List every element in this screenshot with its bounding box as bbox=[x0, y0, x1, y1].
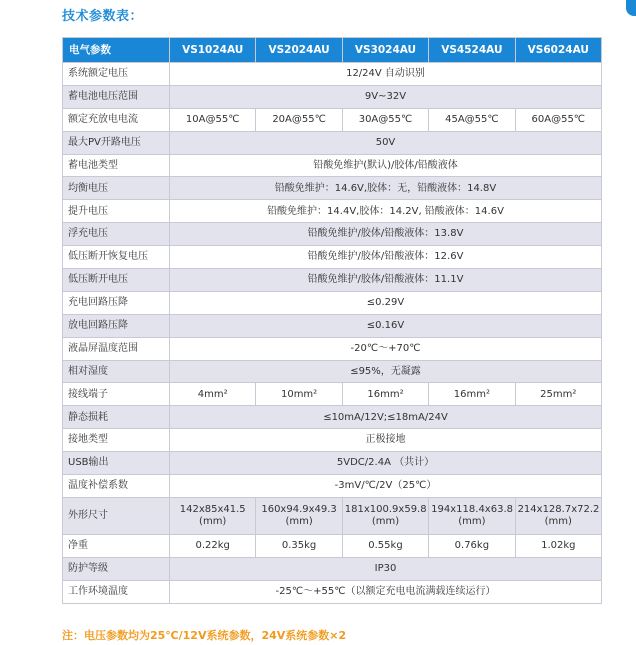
table-row bbox=[63, 63, 602, 86]
table-row bbox=[63, 383, 602, 406]
row-value-line: (mm) bbox=[458, 515, 486, 527]
table-row bbox=[63, 177, 602, 200]
row-value bbox=[342, 497, 428, 534]
table-row bbox=[63, 406, 602, 429]
row-value: 30A@55℃ bbox=[342, 108, 428, 131]
table-row bbox=[63, 337, 602, 360]
row-value bbox=[170, 497, 256, 534]
row-label: 低压断开恢复电压 bbox=[63, 246, 170, 269]
row-label: 充电回路压降 bbox=[63, 291, 170, 314]
table-row bbox=[63, 131, 602, 154]
row-value: -3mV/℃/2V（25℃） bbox=[170, 475, 602, 498]
row-label: 防护等级 bbox=[63, 557, 170, 580]
row-label: 工作环境温度 bbox=[63, 580, 170, 603]
row-label: 蓄电池类型 bbox=[63, 154, 170, 177]
row-value bbox=[429, 497, 515, 534]
row-value: 4mm² bbox=[170, 383, 256, 406]
table-header-row bbox=[63, 38, 602, 63]
row-value: 10A@55℃ bbox=[170, 108, 256, 131]
header-model: VS4524AU bbox=[429, 38, 515, 63]
row-label: 接地类型 bbox=[63, 429, 170, 452]
row-value: 0.35kg bbox=[256, 534, 342, 557]
row-value: 20A@55℃ bbox=[256, 108, 342, 131]
table-row bbox=[63, 246, 602, 269]
row-value bbox=[515, 497, 601, 534]
row-label: 最大PV开路电压 bbox=[63, 131, 170, 154]
row-value-line: (mm) bbox=[544, 515, 572, 527]
row-value: 铅酸免维护/胶体/铅酸液体：11.1V bbox=[170, 269, 602, 292]
row-value: 50V bbox=[170, 131, 602, 154]
row-value: ≤0.29V bbox=[170, 291, 602, 314]
row-label: 均衡电压 bbox=[63, 177, 170, 200]
row-value-line: 181x100.9x59.8 bbox=[344, 504, 427, 516]
row-value: ≤95%，无凝露 bbox=[170, 360, 602, 383]
row-label: 相对湿度 bbox=[63, 360, 170, 383]
row-value: 25mm² bbox=[515, 383, 601, 406]
row-value-line: (mm) bbox=[371, 515, 400, 527]
row-value: ≤10mA/12V;≤18mA/24V bbox=[170, 406, 602, 429]
row-value: 9V~32V bbox=[170, 85, 602, 108]
table-row bbox=[63, 534, 602, 557]
row-value: 铅酸免维护(默认)/胶体/铅酸液体 bbox=[170, 154, 602, 177]
table-row bbox=[63, 314, 602, 337]
row-value: 铅酸免维护：14.4V,胶体：14.2V, 铅酸液体：14.6V bbox=[170, 200, 602, 223]
header-model: VS1024AU bbox=[170, 38, 256, 63]
row-value: 16mm² bbox=[342, 383, 428, 406]
row-value: -20℃～+70℃ bbox=[170, 337, 602, 360]
row-value: IP30 bbox=[170, 557, 602, 580]
row-value: 铅酸免维护：14.6V,胶体：无，铅酸液体：14.8V bbox=[170, 177, 602, 200]
row-value-line: 194x118.4x63.8 bbox=[431, 504, 513, 516]
table-row bbox=[63, 497, 602, 534]
row-value: 45A@55℃ bbox=[429, 108, 515, 131]
table-row bbox=[63, 223, 602, 246]
row-label: 外形尺寸 bbox=[63, 497, 170, 534]
row-label: 液晶屏温度范围 bbox=[63, 337, 170, 360]
table-row bbox=[63, 291, 602, 314]
row-value: 1.02kg bbox=[515, 534, 601, 557]
row-value: 0.76kg bbox=[429, 534, 515, 557]
header-model: VS3024AU bbox=[342, 38, 428, 63]
spec-table bbox=[62, 37, 602, 604]
table-row bbox=[63, 360, 602, 383]
table-row bbox=[63, 557, 602, 580]
row-label: 蓄电池电压范围 bbox=[63, 85, 170, 108]
row-label: 系统额定电压 bbox=[63, 63, 170, 86]
row-value bbox=[256, 497, 342, 534]
row-value: 铅酸免维护/胶体/铅酸液体：12.6V bbox=[170, 246, 602, 269]
row-value-line: (mm) bbox=[199, 515, 227, 527]
row-label: 提升电压 bbox=[63, 200, 170, 223]
table-row bbox=[63, 269, 602, 292]
row-value: 10mm² bbox=[256, 383, 342, 406]
table-row bbox=[63, 200, 602, 223]
table-row bbox=[63, 429, 602, 452]
row-label: 浮充电压 bbox=[63, 223, 170, 246]
page-title: 技术参数表： bbox=[62, 9, 144, 24]
row-value: 正极接地 bbox=[170, 429, 602, 452]
table-row bbox=[63, 85, 602, 108]
header-label: 电气参数 bbox=[63, 38, 170, 63]
row-value: ≤0.16V bbox=[170, 314, 602, 337]
row-value: 0.55kg bbox=[342, 534, 428, 557]
table-row bbox=[63, 108, 602, 131]
row-value: 60A@55℃ bbox=[515, 108, 601, 131]
row-value: 0.22kg bbox=[170, 534, 256, 557]
row-value: 铅酸免维护/胶体/铅酸液体：13.8V bbox=[170, 223, 602, 246]
row-label: 净重 bbox=[63, 534, 170, 557]
row-value: 16mm² bbox=[429, 383, 515, 406]
footnote: 注：电压参数均为25℃/12V系统参数，24V系统参数×2 bbox=[62, 629, 347, 642]
corner-decoration bbox=[626, 0, 636, 16]
row-label: 静态损耗 bbox=[63, 406, 170, 429]
row-label: 接线端子 bbox=[63, 383, 170, 406]
row-value-line: (mm) bbox=[285, 515, 313, 527]
row-label: 低压断开电压 bbox=[63, 269, 170, 292]
row-value-line: 214x128.7x72.2 bbox=[517, 504, 600, 516]
row-label: 放电回路压降 bbox=[63, 314, 170, 337]
table-row bbox=[63, 475, 602, 498]
row-value: 12/24V 自动识别 bbox=[170, 63, 602, 86]
table-row bbox=[63, 154, 602, 177]
row-value-line: 160x94.9x49.3 bbox=[261, 504, 337, 516]
row-label: 额定充放电电流 bbox=[63, 108, 170, 131]
header-model: VS2024AU bbox=[256, 38, 342, 63]
header-model: VS6024AU bbox=[515, 38, 601, 63]
row-label: 温度补偿系数 bbox=[63, 475, 170, 498]
table-row bbox=[63, 580, 602, 603]
row-label: USB输出 bbox=[63, 452, 170, 475]
row-value: 5VDC/2.4A （共计） bbox=[170, 452, 602, 475]
row-value-line: 142x85x41.5 bbox=[179, 504, 246, 516]
row-value: -25℃～+55℃（以额定充电电流满载连续运行） bbox=[170, 580, 602, 603]
table-row bbox=[63, 452, 602, 475]
